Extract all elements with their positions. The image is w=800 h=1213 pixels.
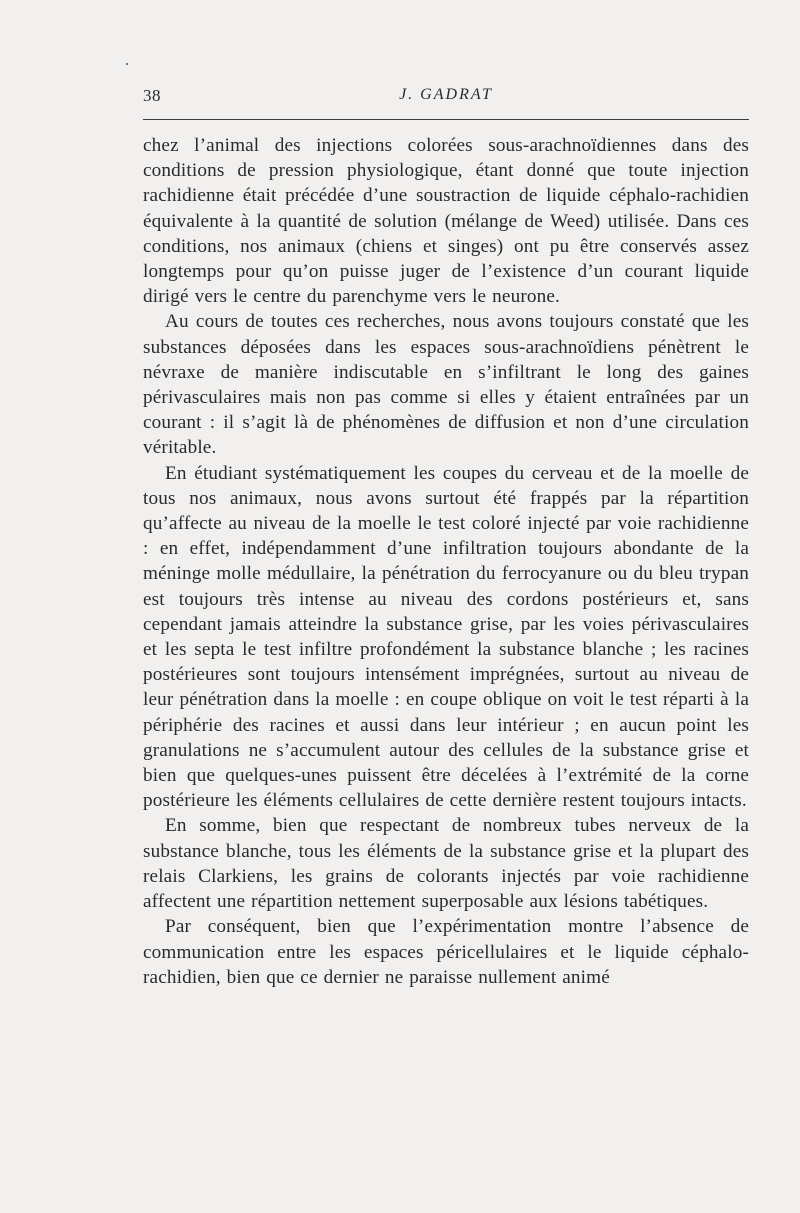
header-rule [143, 119, 749, 120]
paragraph-5: Par conséquent, bien que l’expérimentation montre l’absence de communication entre les espaces péricellulaires et le liquide céphalo-rachidien, bien que ce dernier ne paraisse nullement animé [143, 916, 749, 988]
page-header [143, 86, 749, 114]
page-number: 38 [143, 86, 161, 105]
body-text [143, 133, 749, 990]
running-head: J. GADRAT [399, 86, 493, 103]
paragraph-1: chez l’animal des injections colorées sous-arachnoïdiennes dans des conditions de pression physiologique, étant donné que toute injection rachidienne était précédée d’une soustraction de liquide céphalo-rachidien équivalente à la quantité de solution (mélange de Weed) utilisée. Dans ces conditions, nos animaux (chiens et singes) ont pu être conservés assez longtemps pour qu’on puisse juger de l’existence d’un courant liquide dirigé vers le centre du parenchyme vers le neurone. [143, 135, 749, 308]
paragraph-2: Au cours de toutes ces recherches, nous avons toujours constaté que les substances déposées dans les espaces sous-arachnoïdiens pénètrent le névraxe de manière indiscutable en s’infiltrant le long des gaines périvasculaires mais non pas comme si elles y étaient entraînées par un courant : il s’agit là de phénomènes de diffusion et non d’une circulation véritable. [143, 311, 749, 459]
print-speck [126, 63, 128, 65]
paragraph-4: En somme, bien que respectant de nombreux tubes nerveux de la substance blanche, tous les éléments de la substance grise et la plupart des relais Clarkiens, les grains de colorants injectés par voie rachidienne affectent une répartition nettement superposable aux lésions tabétiques. [143, 815, 749, 913]
paragraph-3: En étudiant systématiquement les coupes du cerveau et de la moelle de tous nos animaux, nous avons surtout été frappés par la répartition qu’affecte au niveau de la moelle le test coloré injecté par voie rachidienne : en effet, indépendamment d’une infiltration toujours abondante de la méninge molle médullaire, la pénétration du ferrocyanure ou du bleu trypan est toujours très intense au niveau des cordons postérieurs et, sans cependant jamais atteindre la substance grise, par les voies périvasculaires et les septa le test infiltre profondément la substance blanche ; les racines postérieures sont toujours intensément imprégnées, surtout au niveau de leur pénétration dans la moelle : en coupe oblique on voit le test réparti à la périphérie des racines et aussi dans leur intérieur ; en aucun point les granulations ne s’accumulent autour des cellules de la substance grise et bien que quelques-unes puissent être décelées à l’extrémité de la corne postérieure les éléments cellulaires de cette dernière restent toujours intacts. [143, 462, 749, 812]
